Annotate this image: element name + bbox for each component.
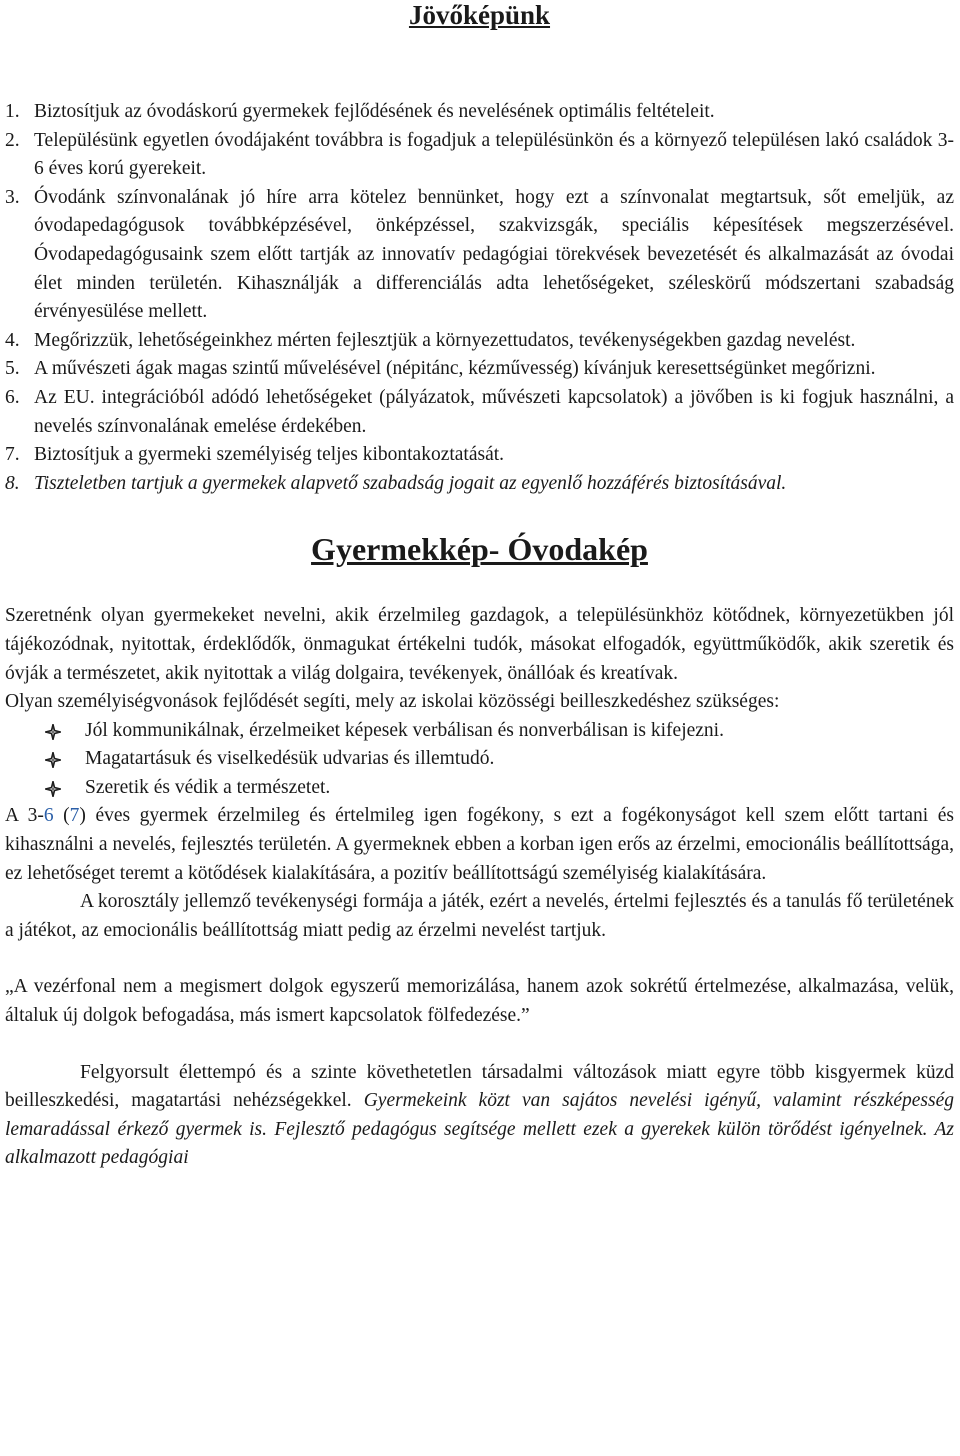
bullet-text: Magatartásuk és viselkedésük udvarias és illemtudó. xyxy=(85,748,495,770)
para3-part-e: ) éves gyermek érzelmileg és értelmileg igen fogékony, s ezt a fogékonyságot kell szem előtt tartani és kihasználni a nevelés, fejlesztés területén. A gyermeknek ebben a korban igen erős az érzelmi, emocionális beállítottsága, ez lehetőséget teremt a kötődések kialakítására, a pozitív beállítottságú személyiség kialakítására. xyxy=(5,805,954,884)
list-number: 3. xyxy=(5,186,20,208)
para3-part-a: A 3- xyxy=(5,805,44,827)
list-item xyxy=(5,184,954,327)
list-number: 4. xyxy=(5,329,20,351)
list-number: 8. xyxy=(5,472,20,494)
paragraph-felgyorsult-elettempo xyxy=(5,1059,954,1173)
para3-part-b: 6 xyxy=(43,805,54,827)
list-text: Biztosítjuk a gyermeki személyiség teljes kibontakoztatását. xyxy=(34,444,505,466)
list-text: Megőrizzük, lehetőségeinkhez mérten fejlesztjük a környezettudatos, tevékenységekben gazdag nevelést. xyxy=(34,329,856,351)
bullet-text: Szeretik és védik a természetet. xyxy=(85,776,331,798)
diamond-bullet-icon xyxy=(45,724,61,740)
traits-bullet-list xyxy=(5,717,954,803)
list-text: Óvodánk színvonalának jó híre arra kötelez bennünket, hogy ezt a színvonalat megtartsuk, sőt emeljük, az óvodapedagógusok továbbképzésével, önképzéssel, szakvizsgák, speciális képesítések megszerzésével. Óvodapedagógusaink szem előtt tartják az innovatív pedagógiai törekvések bevezetését és alkalmazását az óvodai élet minden területén. Kihasználják a differenciálás adta lehetőségeket, széleskörű módszertani szabadság érvényesülése mellett. xyxy=(34,186,954,323)
spacer xyxy=(5,1031,954,1059)
para3-part-d: 7 xyxy=(69,805,80,827)
page-title-jovokep: Jövőképünk xyxy=(408,0,551,30)
diamond-bullet-icon xyxy=(45,781,61,797)
paragraph-gyermekkep: Szeretnénk olyan gyermekeket nevelni, akik érzelmileg gazdagok, a településünkhöz kötődnek, környezetükben jól tájékozódnak, nyitottak, érdeklődők, önmagukat értékelni tudók, másokat elfogadók, együttműködők, akik szeretik és óvják a természetet, akik nyitottak a világ dolgaira, tevékenyek, önállóak és kreatívak. xyxy=(5,605,954,684)
list-number: 2. xyxy=(5,129,20,151)
spacer xyxy=(5,945,954,973)
list-text: A művészeti ágak magas szintű művelésével (népitánc, kézművesség) kívánjuk keresettségünket megőrizni. xyxy=(34,358,876,380)
para5-italic: Gyermekeink közt van sajátos nevelési igényű, valamint részképesség lemaradással érkező gyermek is. Fejlesztő pedagógus segítsége mellett ezek a gyerekek külön törődést igényelnek. Az alkalmazott pedagógiai xyxy=(5,1090,954,1169)
list-item xyxy=(5,384,954,441)
list-number: 6. xyxy=(5,386,20,408)
list-number: 7. xyxy=(5,444,20,466)
quote-vezerfonal: „A vezérfonal nem a megismert dolgok egyszerű memorizálása, hanem azok sokrétű értelmezése, alkalmazása, velük, általuk új dolgok befogadása, más ismert kapcsolatok fölfedezése.” xyxy=(5,976,954,1027)
list-item xyxy=(5,441,954,470)
para5-normal: Felgyorsult élettempó és a szinte követhetetlen társadalmi változások miatt egyre több kisgyermek küzd beilleszkedési, magatartási nehézségekkel. xyxy=(5,1061,954,1112)
list-item xyxy=(45,745,954,774)
list-item xyxy=(5,327,954,356)
bullet-text: Jól kommunikálnak, érzelmeiket képesek verbálisan és nonverbálisan is kifejezni. xyxy=(85,719,724,741)
list-number: 5. xyxy=(5,358,20,380)
paragraph-jatek: A korosztály jellemző tevékenységi formája a játék, ezért a nevelés, értelmi fejlesztés és a tanulás fő területének a játékot, az emocionális beállítottság miatt pedig az érzelmi nevelést tartjuk. xyxy=(5,891,954,941)
list-text: Tiszteletben tartjuk a gyermekek alapvető szabadság jogait az egyenlő hozzáférés biztosításával. xyxy=(34,472,787,494)
list-item xyxy=(45,774,954,803)
list-text: Az EU. integrációból adódó lehetőségeket (pályázatok, művészeti kapcsolatok) a jövőben is ki fogjuk használni, a nevelés színvonalának emelése érdekében. xyxy=(34,386,954,437)
list-item xyxy=(45,717,954,746)
paragraph-szemelyisegvonasok: Olyan személyiségvonások fejlődését segíti, mely az iskolai közösségi beilleszkedéshez szükséges: xyxy=(5,691,780,713)
para3-part-c: ( xyxy=(53,805,70,827)
list-number: 1. xyxy=(5,101,20,122)
list-item xyxy=(5,98,954,127)
section-title-gyermekkep: Gyermekkép- Óvodakép xyxy=(311,531,648,568)
list-text: Biztosítjuk az óvodáskorú gyermekek fejlődésének és nevelésének optimális feltételeit. xyxy=(34,101,715,122)
diamond-bullet-icon xyxy=(45,752,61,768)
list-item xyxy=(5,127,954,184)
paragraph-korosztaly-fogekony xyxy=(5,802,954,888)
list-item xyxy=(5,355,954,384)
goals-list xyxy=(5,98,954,498)
list-text: Településünk egyetlen óvodájaként továbbra is fogadjuk a településünkön és a környező településen lakó családok 3-6 éves korú gyerekeit. xyxy=(34,129,954,180)
list-item xyxy=(5,470,954,499)
